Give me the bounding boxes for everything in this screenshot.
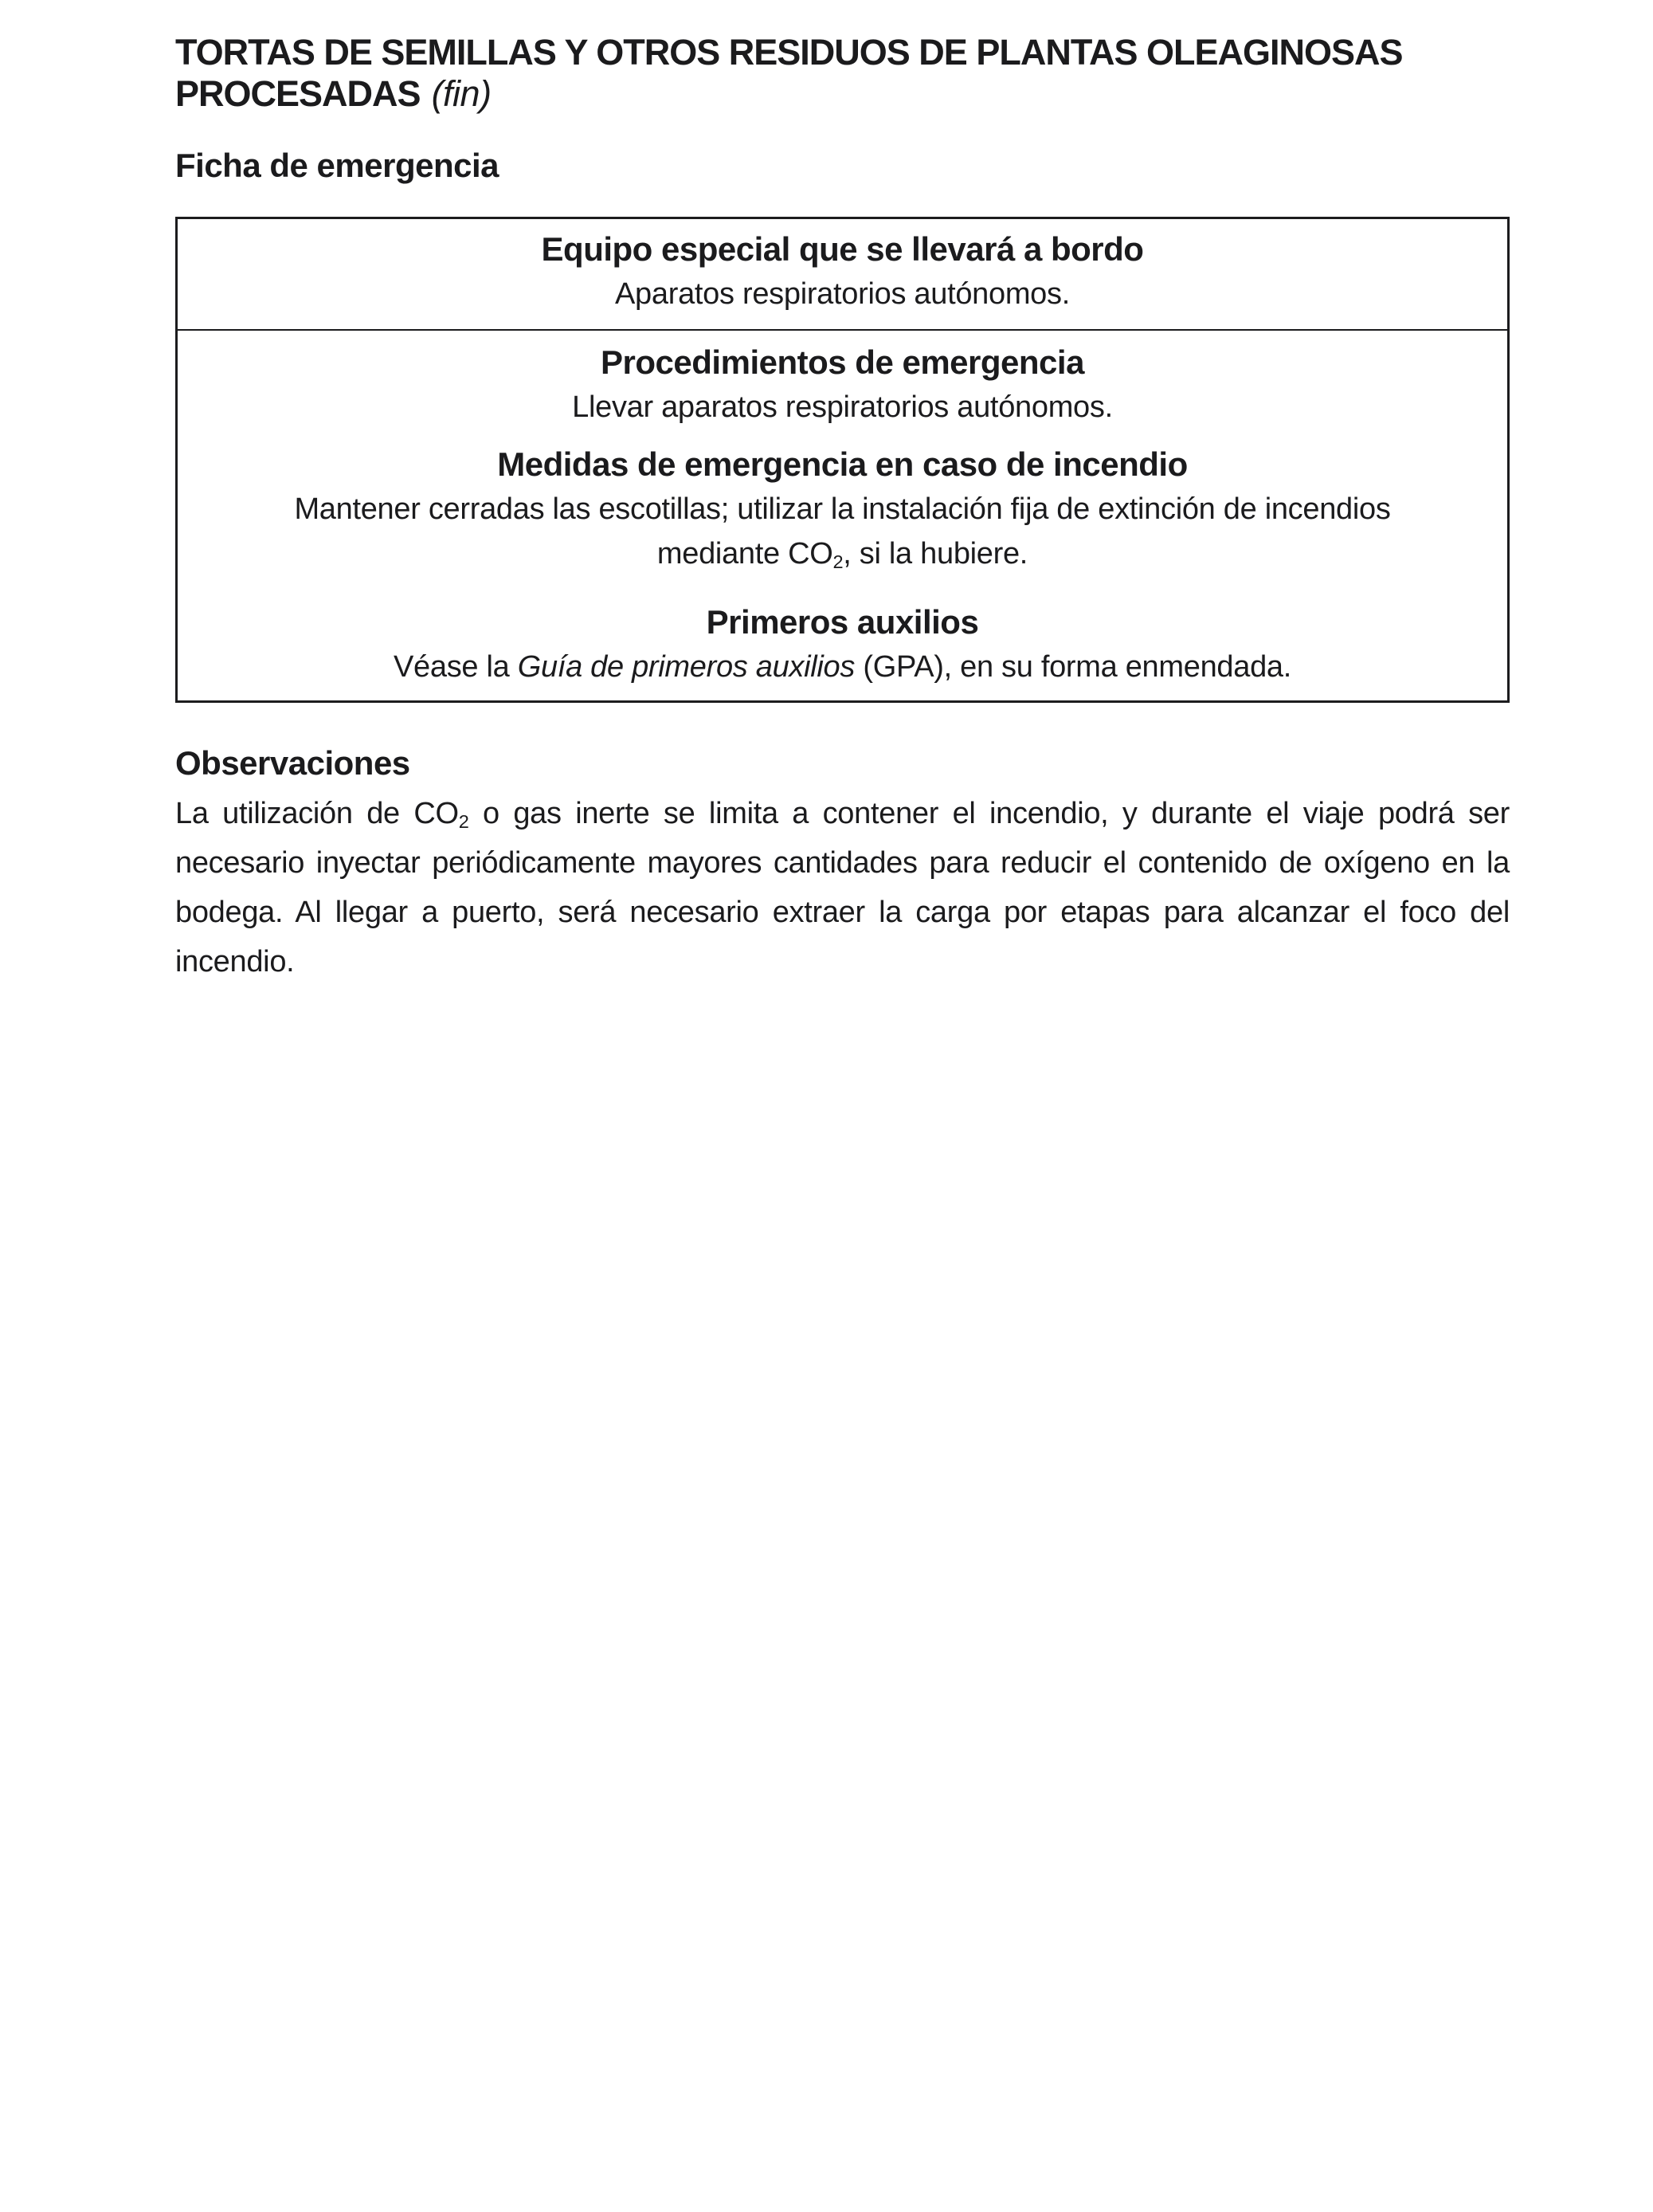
observations-heading: Observaciones [175,744,410,782]
observations-paragraph [175,789,1510,986]
observations-text-pre: La utilización de CO [175,797,459,830]
document-title-fin-suffix: (fin) [431,73,492,114]
first-aid-guide-title: Guía de primeros auxilios [517,650,856,684]
observations-text-post: o gas inerte se limita a contener el incendio, y durante el viaje podrá ser necesario inyectar periódicamente mayores cantidades para reducir el contenido de oxígeno en la bodega. Al llegar a puerto, será necesario extraer la carga por etapas para alcanzar el foco del incendio. [175,797,1510,979]
first-aid-body-post: (GPA), en su forma enmendada. [855,650,1291,684]
fire-emergency-measures-line2 [202,531,1483,576]
special-equipment-heading: Equipo especial que se llevará a bordo [541,230,1144,268]
card-section-procedures [178,329,1507,700]
document-title-line2 [175,73,1510,115]
emergency-card-table [175,217,1510,703]
co2-subscript: 2 [832,551,844,572]
fire-emergency-measures-line1: Mantener cerradas las escotillas; utilizar la instalación fija de extinción de incendios [294,492,1391,526]
fire-measures-line2-pre: mediante CO [656,537,833,571]
first-aid-body-pre: Véase la [393,650,518,684]
document-title-line2-text: PROCESADAS [175,73,421,114]
document-title [175,32,1510,115]
first-aid-heading: Primeros auxilios [706,603,979,641]
ficha-de-emergencia-heading: Ficha de emergencia [175,147,499,184]
special-equipment-body: Aparatos respiratorios autónomos. [615,277,1070,311]
document-title-line1: TORTAS DE SEMILLAS Y OTROS RESIDUOS DE PLANTAS OLEAGINOSAS [175,32,1403,73]
fire-emergency-measures-heading: Medidas de emergencia en caso de incendio [497,445,1188,483]
emergency-procedures-body: Llevar aparatos respiratorios autónomos. [572,390,1113,424]
first-aid-body [202,645,1483,689]
card-section-special-equipment [178,219,1507,329]
co2-subscript-observations: 2 [458,810,469,832]
emergency-procedures-heading: Procedimientos de emergencia [601,343,1084,381]
fire-measures-line2-post: , si la hubiere. [843,537,1028,571]
